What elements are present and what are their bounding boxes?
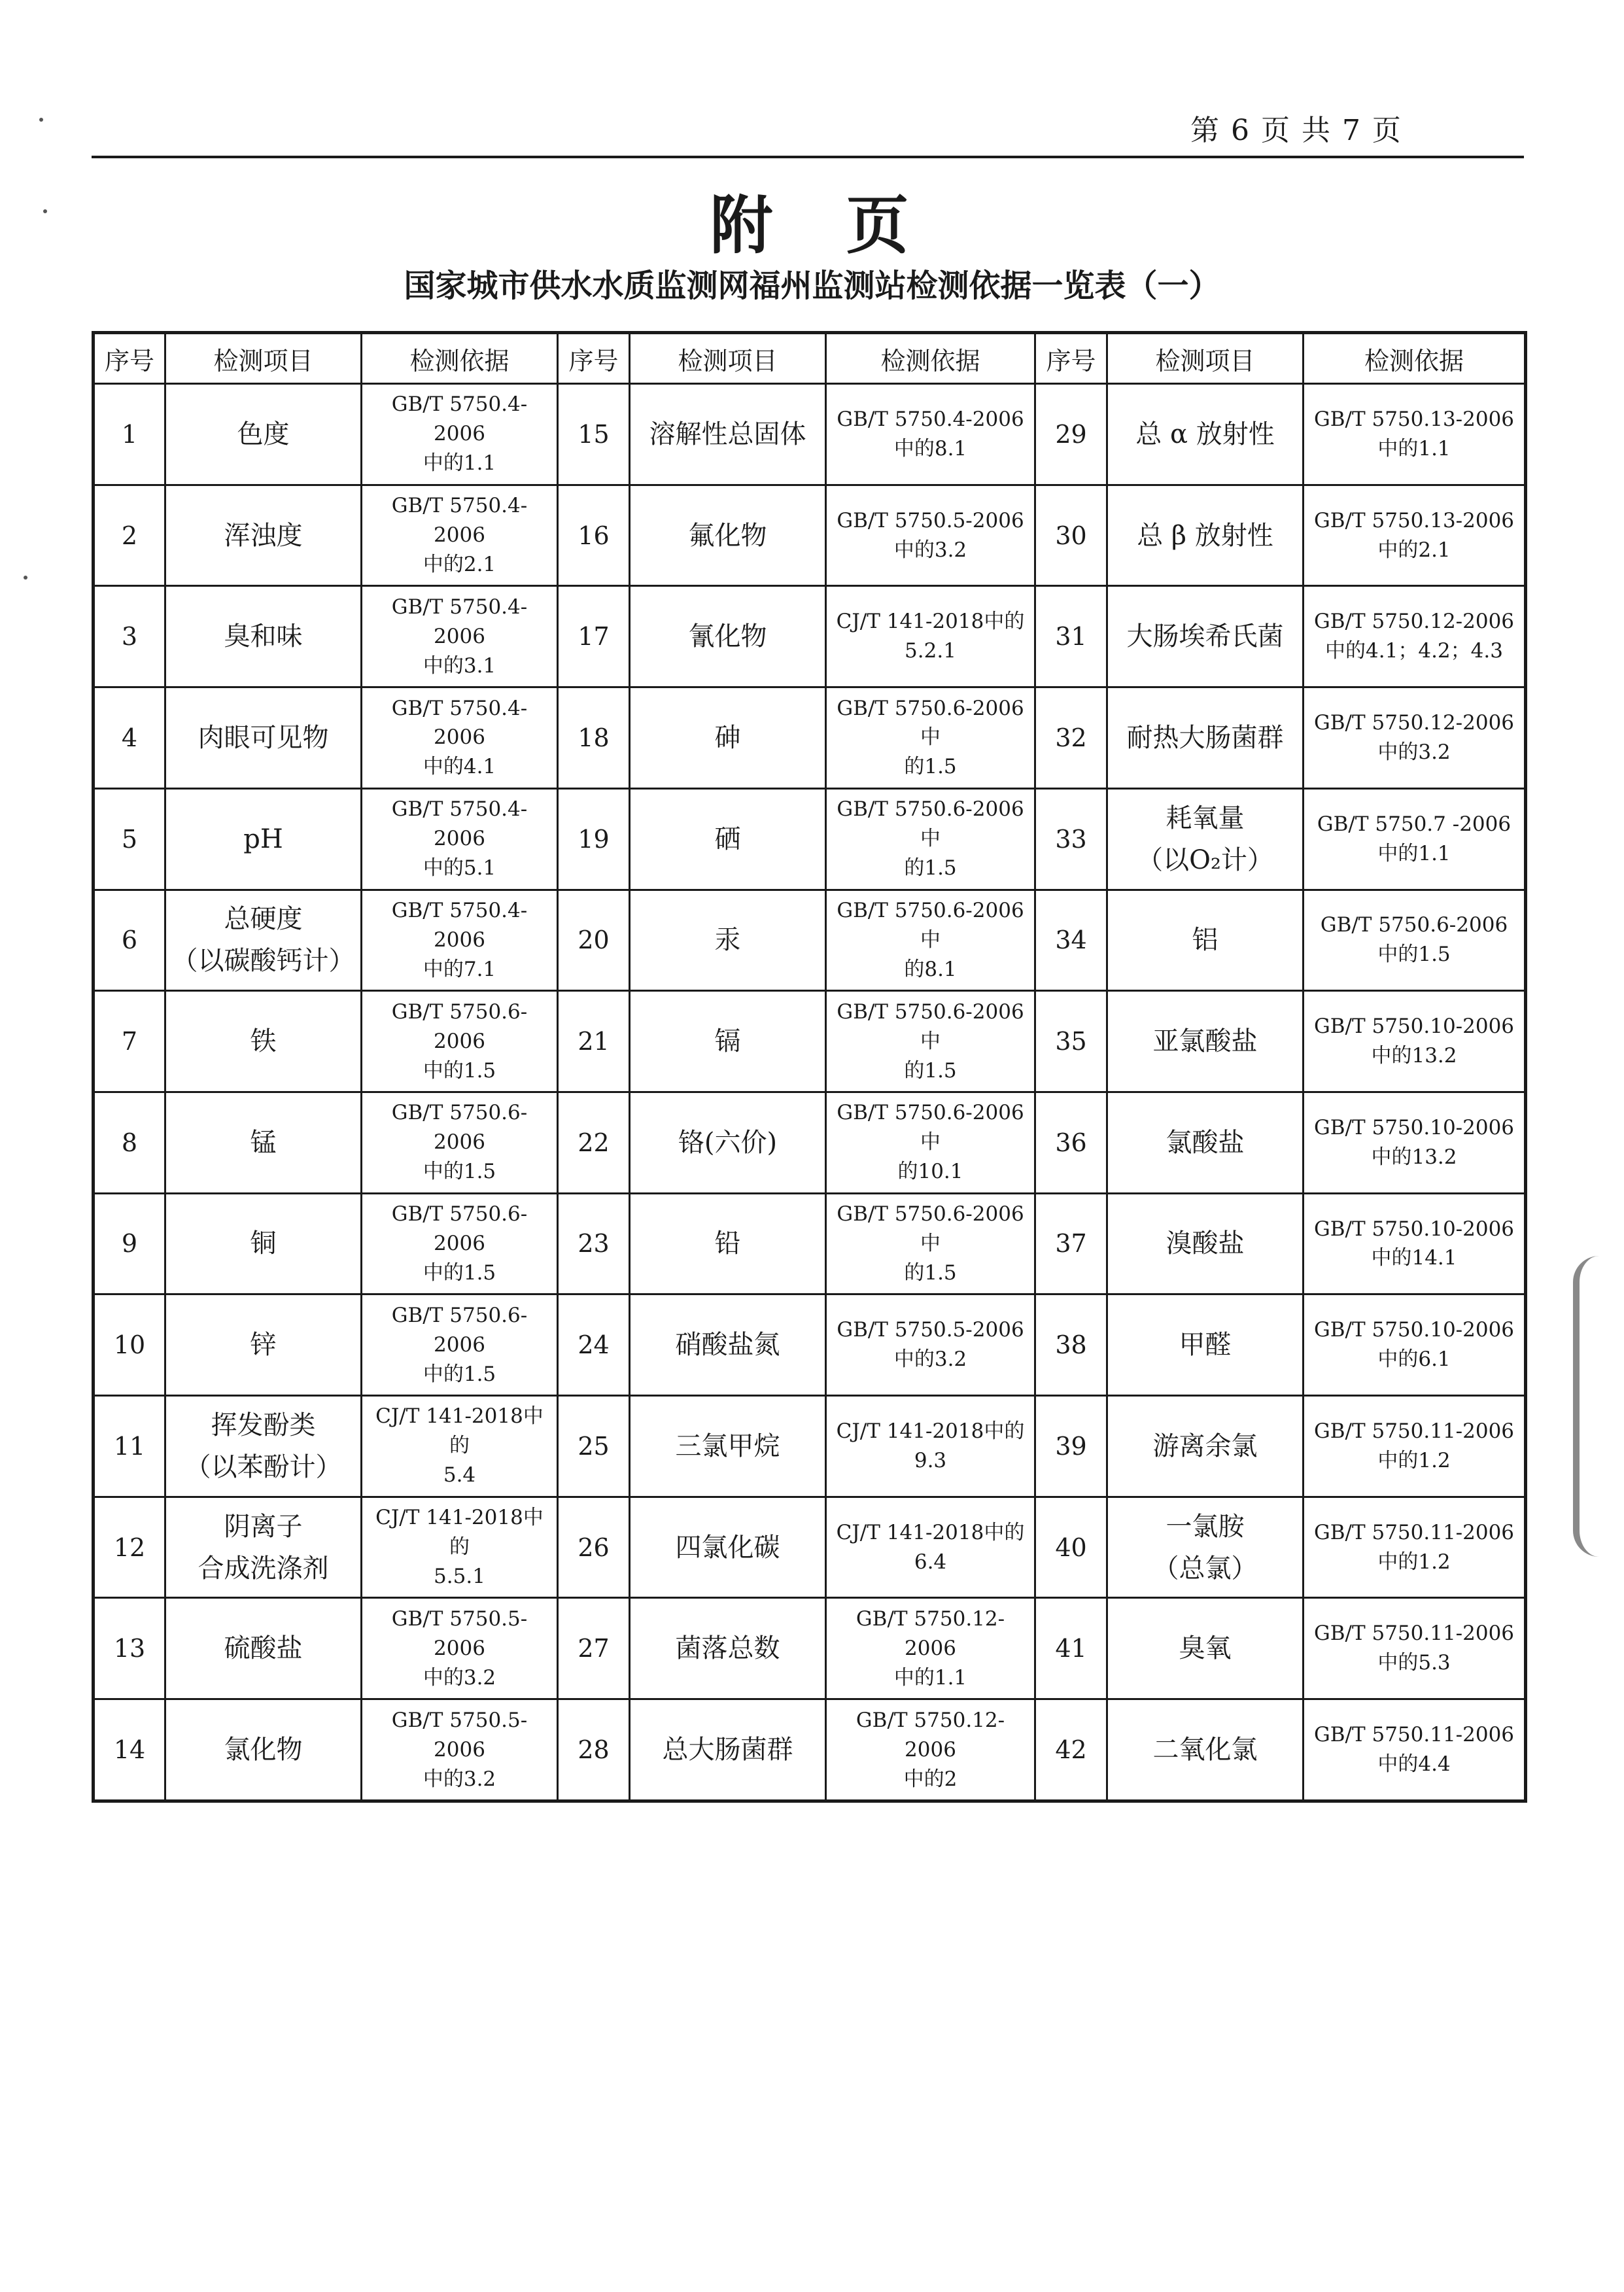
table-row — [94, 1497, 1526, 1598]
scan-speck — [24, 576, 27, 580]
test-item-cell: 大肠埃希氏菌 — [1107, 586, 1304, 687]
test-item-cell: 氰化物 — [630, 586, 826, 687]
test-basis-cell: GB/T 5750.11-2006 中的1.2 — [1304, 1396, 1526, 1497]
seq-cell: 22 — [558, 1092, 630, 1193]
test-item-cell: 铜 — [165, 1193, 362, 1294]
seq-cell: 17 — [558, 586, 630, 687]
test-item-cell: 三氯甲烷 — [630, 1396, 826, 1497]
test-item-cell: pH — [165, 788, 362, 890]
header-seq: 序号 — [94, 333, 165, 384]
test-basis-cell: GB/T 5750.12-2006 中的2 — [826, 1699, 1035, 1801]
test-item-cell: 游离余氯 — [1107, 1396, 1304, 1497]
test-basis-cell: GB/T 5750.5-2006 中的3.2 — [362, 1598, 558, 1699]
test-basis-cell: GB/T 5750.4-2006 中的7.1 — [362, 890, 558, 991]
table-row — [94, 687, 1526, 789]
header-item: 检测项目 — [1107, 333, 1304, 384]
test-basis-cell: CJ/T 141-2018中的 6.4 — [826, 1497, 1035, 1598]
seq-cell: 39 — [1035, 1396, 1107, 1497]
test-basis-cell: GB/T 5750.12-2006 中的4.1；4.2；4.3 — [1304, 586, 1526, 687]
test-basis-cell: GB/T 5750.5-2006 中的3.2 — [826, 485, 1035, 586]
seq-cell: 10 — [94, 1294, 165, 1396]
test-basis-cell: GB/T 5750.4-2006 中的4.1 — [362, 687, 558, 789]
seq-cell: 13 — [94, 1598, 165, 1699]
header-rule — [92, 156, 1524, 158]
test-basis-cell: CJ/T 141-2018中的 5.2.1 — [826, 586, 1035, 687]
test-basis-cell: GB/T 5750.5-2006 中的3.2 — [362, 1699, 558, 1801]
test-item-cell: 臭和味 — [165, 586, 362, 687]
test-item-cell: 锌 — [165, 1294, 362, 1396]
seq-cell: 9 — [94, 1193, 165, 1294]
seq-cell: 12 — [94, 1497, 165, 1598]
header-item: 检测项目 — [630, 333, 826, 384]
table-body — [94, 384, 1526, 1801]
header-seq: 序号 — [558, 333, 630, 384]
test-basis-cell: GB/T 5750.6-2006中 的10.1 — [826, 1092, 1035, 1193]
header-basis: 检测依据 — [362, 333, 558, 384]
table-row — [94, 586, 1526, 687]
test-item-cell: 四氯化碳 — [630, 1497, 826, 1598]
seq-cell: 2 — [94, 485, 165, 586]
test-basis-cell: GB/T 5750.6-2006 中的1.5 — [1304, 890, 1526, 991]
test-item-cell: 铁 — [165, 991, 362, 1092]
test-item-cell: 溶解性总固体 — [630, 384, 826, 485]
test-basis-cell: GB/T 5750.4-2006 中的5.1 — [362, 788, 558, 890]
header-basis: 检测依据 — [1304, 333, 1526, 384]
table-row — [94, 384, 1526, 485]
seq-cell: 33 — [1035, 788, 1107, 890]
test-item-cell: 铅 — [630, 1193, 826, 1294]
seq-cell: 24 — [558, 1294, 630, 1396]
test-basis-cell: GB/T 5750.7 -2006 中的1.1 — [1304, 788, 1526, 890]
test-basis-cell: GB/T 5750.10-2006 中的13.2 — [1304, 991, 1526, 1092]
test-item-cell: 硫酸盐 — [165, 1598, 362, 1699]
table-row — [94, 991, 1526, 1092]
seq-cell: 15 — [558, 384, 630, 485]
test-item-cell: 氯化物 — [165, 1699, 362, 1801]
test-item-cell: 阴离子 合成洗涤剂 — [165, 1497, 362, 1598]
test-basis-cell: GB/T 5750.6-2006 中的1.5 — [362, 1092, 558, 1193]
test-basis-cell: GB/T 5750.6-2006 中的1.5 — [362, 991, 558, 1092]
table-row — [94, 1598, 1526, 1699]
seq-cell: 6 — [94, 890, 165, 991]
test-basis-cell: GB/T 5750.10-2006 中的6.1 — [1304, 1294, 1526, 1396]
header-basis: 检测依据 — [826, 333, 1035, 384]
test-basis-cell: GB/T 5750.5-2006 中的3.2 — [826, 1294, 1035, 1396]
table-row — [94, 890, 1526, 991]
test-basis-cell: GB/T 5750.6-2006中 的1.5 — [826, 687, 1035, 789]
table-row — [94, 1193, 1526, 1294]
test-item-cell: 肉眼可见物 — [165, 687, 362, 789]
seq-cell: 38 — [1035, 1294, 1107, 1396]
seq-cell: 21 — [558, 991, 630, 1092]
seq-cell: 31 — [1035, 586, 1107, 687]
test-basis-cell: CJ/T 141-2018中的 5.4 — [362, 1396, 558, 1497]
test-basis-table — [92, 331, 1527, 1803]
table-title: 国家城市供水水质监测网福州监测站检测依据一览表（一） — [404, 268, 1220, 304]
test-item-cell: 总硬度 （以碳酸钙计） — [165, 890, 362, 991]
page-indicator: 第 6 页 共 7 页 — [1190, 114, 1402, 147]
test-basis-cell: GB/T 5750.11-2006 中的4.4 — [1304, 1699, 1526, 1801]
seq-cell: 19 — [558, 788, 630, 890]
scan-speck — [39, 118, 43, 122]
test-basis-cell: GB/T 5750.12-2006 中的1.1 — [826, 1598, 1035, 1699]
test-item-cell: 铝 — [1107, 890, 1304, 991]
seq-cell: 28 — [558, 1699, 630, 1801]
seq-cell: 5 — [94, 788, 165, 890]
table-row — [94, 1294, 1526, 1396]
test-item-cell: 臭氧 — [1107, 1598, 1304, 1699]
table-row — [94, 1092, 1526, 1193]
test-item-cell: 耐热大肠菌群 — [1107, 687, 1304, 789]
test-item-cell: 氯酸盐 — [1107, 1092, 1304, 1193]
test-item-cell: 汞 — [630, 890, 826, 991]
seq-cell: 34 — [1035, 890, 1107, 991]
seal-stamp-fragment — [1573, 1256, 1624, 1557]
seq-cell: 27 — [558, 1598, 630, 1699]
test-basis-cell: GB/T 5750.13-2006 中的1.1 — [1304, 384, 1526, 485]
seq-cell: 11 — [94, 1396, 165, 1497]
seq-cell: 29 — [1035, 384, 1107, 485]
test-item-cell: 硒 — [630, 788, 826, 890]
test-basis-cell: GB/T 5750.6-2006中 的1.5 — [826, 788, 1035, 890]
test-item-cell: 总大肠菌群 — [630, 1699, 826, 1801]
seq-cell: 41 — [1035, 1598, 1107, 1699]
test-item-cell: 色度 — [165, 384, 362, 485]
test-item-cell: 硝酸盐氮 — [630, 1294, 826, 1396]
table-row — [94, 485, 1526, 586]
test-basis-cell: GB/T 5750.4-2006 中的8.1 — [826, 384, 1035, 485]
test-item-cell: 耗氧量 （以O₂计） — [1107, 788, 1304, 890]
test-item-cell: 二氧化氯 — [1107, 1699, 1304, 1801]
test-basis-cell: GB/T 5750.6-2006 中的1.5 — [362, 1193, 558, 1294]
test-item-cell: 镉 — [630, 991, 826, 1092]
seq-cell: 26 — [558, 1497, 630, 1598]
test-item-cell: 亚氯酸盐 — [1107, 991, 1304, 1092]
test-basis-cell: GB/T 5750.4-2006 中的3.1 — [362, 586, 558, 687]
test-basis-cell: GB/T 5750.6-2006中 的1.5 — [826, 991, 1035, 1092]
test-basis-cell: GB/T 5750.13-2006 中的2.1 — [1304, 485, 1526, 586]
test-basis-cell: GB/T 5750.11-2006 中的1.2 — [1304, 1497, 1526, 1598]
seq-cell: 30 — [1035, 485, 1107, 586]
test-item-cell: 挥发酚类 （以苯酚计） — [165, 1396, 362, 1497]
seq-cell: 4 — [94, 687, 165, 789]
test-basis-cell: GB/T 5750.4-2006 中的2.1 — [362, 485, 558, 586]
test-basis-cell: GB/T 5750.6-2006中 的1.5 — [826, 1193, 1035, 1294]
test-item-cell: 砷 — [630, 687, 826, 789]
seq-cell: 42 — [1035, 1699, 1107, 1801]
seq-cell: 8 — [94, 1092, 165, 1193]
test-basis-cell: GB/T 5750.4-2006 中的1.1 — [362, 384, 558, 485]
table-header-row — [94, 333, 1526, 384]
test-basis-cell: GB/T 5750.10-2006 中的13.2 — [1304, 1092, 1526, 1193]
seq-cell: 20 — [558, 890, 630, 991]
test-basis-cell: CJ/T 141-2018中的 9.3 — [826, 1396, 1035, 1497]
test-item-cell: 溴酸盐 — [1107, 1193, 1304, 1294]
scan-speck — [43, 209, 47, 213]
header-item: 检测项目 — [165, 333, 362, 384]
seq-cell: 23 — [558, 1193, 630, 1294]
test-item-cell: 一氯胺 （总氯） — [1107, 1497, 1304, 1598]
seq-cell: 7 — [94, 991, 165, 1092]
seq-cell: 40 — [1035, 1497, 1107, 1598]
test-basis-cell: GB/T 5750.10-2006 中的14.1 — [1304, 1193, 1526, 1294]
table-row — [94, 1396, 1526, 1497]
test-item-cell: 氟化物 — [630, 485, 826, 586]
test-item-cell: 总 α 放射性 — [1107, 384, 1304, 485]
seq-cell: 18 — [558, 687, 630, 789]
seq-cell: 37 — [1035, 1193, 1107, 1294]
seq-cell: 16 — [558, 485, 630, 586]
table-row — [94, 1699, 1526, 1801]
seq-cell: 3 — [94, 586, 165, 687]
test-basis-cell: CJ/T 141-2018中的 5.5.1 — [362, 1497, 558, 1598]
test-basis-cell: GB/T 5750.11-2006 中的5.3 — [1304, 1598, 1526, 1699]
table-row — [94, 788, 1526, 890]
page-title: 附 页 — [710, 188, 914, 262]
test-item-cell: 甲醛 — [1107, 1294, 1304, 1396]
seq-cell: 25 — [558, 1396, 630, 1497]
seq-cell: 14 — [94, 1699, 165, 1801]
header-seq: 序号 — [1035, 333, 1107, 384]
seq-cell: 1 — [94, 384, 165, 485]
test-basis-cell: GB/T 5750.6-2006 中的1.5 — [362, 1294, 558, 1396]
test-basis-cell: GB/T 5750.6-2006中 的8.1 — [826, 890, 1035, 991]
seq-cell: 32 — [1035, 687, 1107, 789]
test-item-cell: 锰 — [165, 1092, 362, 1193]
test-basis-cell: GB/T 5750.12-2006 中的3.2 — [1304, 687, 1526, 789]
test-item-cell: 总 β 放射性 — [1107, 485, 1304, 586]
test-item-cell: 浑浊度 — [165, 485, 362, 586]
seq-cell: 36 — [1035, 1092, 1107, 1193]
test-item-cell: 菌落总数 — [630, 1598, 826, 1699]
test-item-cell: 铬(六价) — [630, 1092, 826, 1193]
seq-cell: 35 — [1035, 991, 1107, 1092]
